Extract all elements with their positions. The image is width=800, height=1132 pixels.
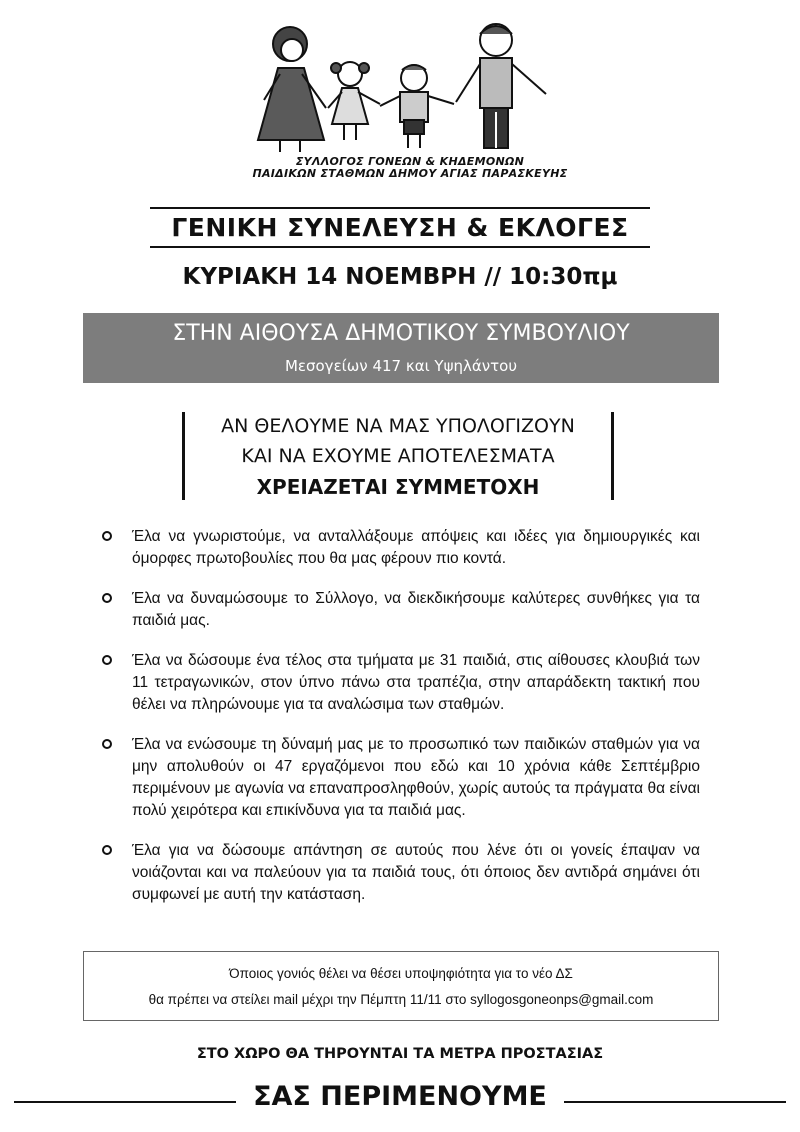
callout-line2: ΚΑΙ ΝΑ ΕΧΟΥΜΕ ΑΠΟΤΕΛΕΣΜΑΤΑ [241, 445, 555, 467]
list-item [100, 734, 700, 822]
bullet-icon [102, 845, 112, 855]
father-figure [456, 24, 546, 148]
list-item-text: Έλα να δώσουμε ένα τέλος στα τμήματα με 31 παιδιά, στις αίθουσες κλουβιά των 11 τετραγωνικών, στον ύπνο πάνω στα τραπέζια, στην απαράδεκτη τακτική που θέλει να πληρώνουμε για τα αναλώσιμα των σταθμών. [132, 652, 700, 713]
logo-caption-line2: ΠΑΙΔΙΚΩΝ ΣΤΑΘΜΩΝ ΔΗΜΟΥ ΑΓΙΑΣ ΠΑΡΑΣΚΕΥΗΣ [252, 167, 568, 180]
association-logo [250, 12, 570, 182]
boy-figure [380, 65, 454, 148]
callout-line1: ΑΝ ΘΕΛΟΥΜΕ ΝΑ ΜΑΣ ΥΠΟΛΟΓΙΖΟΥΝ [221, 415, 575, 437]
candidacy-notice-box [83, 951, 719, 1021]
bullet-icon [102, 739, 112, 749]
girl-figure [328, 62, 380, 140]
logo-caption-line1: ΣΥΛΛΟΓΟΣ ΓΟΝΕΩΝ & ΚΗΔΕΜΟΝΩΝ [295, 155, 525, 168]
bullet-list [100, 526, 700, 924]
event-title: ΓΕΝΙΚΗ ΣΥΝΕΛΕΥΣΗ & ΕΚΛΟΓΕΣ [171, 213, 629, 242]
candidacy-line2: θα πρέπει να στείλει mail μέχρι την Πέμπτη 11/11 στο syllogosgoneonps@gmail.com [148, 992, 654, 1007]
list-item-text: Έλα για να δώσουμε απάντηση σε αυτούς που λένε ότι οι γονείς έπαψαν να νοιάζονται και να παλεύουν για τα παιδιά τους, ότι όποιος δεν αντιδρά σημάνει ότι συμφωνεί με αυτή την κατάσταση. [132, 842, 700, 903]
bullet-icon [102, 655, 112, 665]
bullet-icon [102, 593, 112, 603]
title-bottom-rule [150, 246, 650, 248]
closing-right-rule [564, 1101, 786, 1103]
closing-message: ΣΑΣ ΠΕΡΙΜΕΝΟΥΜΕ [253, 1081, 547, 1112]
callout-line3: ΧΡΕΙΑΖΕΤΑΙ ΣΥΜΜΕΤΟΧΗ [256, 475, 540, 499]
list-item [100, 840, 700, 906]
venue-banner [83, 313, 719, 383]
venue-title: ΣΤΗΝ ΑΙΘΟΥΣΑ ΔΗΜΟΤΙΚΟΥ ΣΥΜΒΟΥΛΙΟΥ [172, 321, 630, 346]
event-date-time: ΚΥΡΙΑΚΗ 14 ΝΟΕΜΒΡΗ // 10:30πμ [182, 264, 618, 290]
list-item-text: Έλα να ενώσουμε τη δύναμή μας με το προσωπικό των παιδικών σταθμών για να μην απολυθούν οι 47 εργαζόμενοι που εδώ και 10 χρόνια κάθε Σεπτέμβριο περιμένουν με αγωνία να επαναπροσληφθούν, χωρίς αυτούς τα πράγματα θα είναι πολύ χειρότερα και επικίνδυνα για τα παιδιά μας. [132, 736, 700, 819]
list-item [100, 588, 700, 632]
venue-address: Μεσογείων 417 και Υψηλάντου [284, 357, 518, 375]
protection-measures-notice: ΣΤΟ ΧΩΡΟ ΘΑ ΤΗΡΟΥΝΤΑΙ ΤΑ ΜΕΤΡΑ ΠΡΟΣΤΑΣΙΑΣ [196, 1046, 604, 1062]
bullet-icon [102, 531, 112, 541]
candidacy-line1: Όποιος γονιός θέλει να θέσει υποψηφιότητα για το νέο ΔΣ [229, 966, 573, 981]
list-item-text: Έλα να δυναμώσουμε το Σύλλογο, να διεκδικήσουμε καλύτερες συνθήκες για τα παιδιά μας. [132, 590, 700, 629]
list-item [100, 650, 700, 716]
participation-callout [182, 412, 614, 500]
mother-figure [258, 27, 326, 152]
title-top-rule [150, 207, 650, 209]
list-item [100, 526, 700, 570]
list-item-text: Έλα να γνωριστούμε, να ανταλλάξουμε απόψεις και ιδέες για δημιουργικές και όμορφες πρωτοβουλίες που θα μας φέρουν πιο κοντά. [132, 528, 700, 567]
family-illustration [250, 12, 570, 162]
